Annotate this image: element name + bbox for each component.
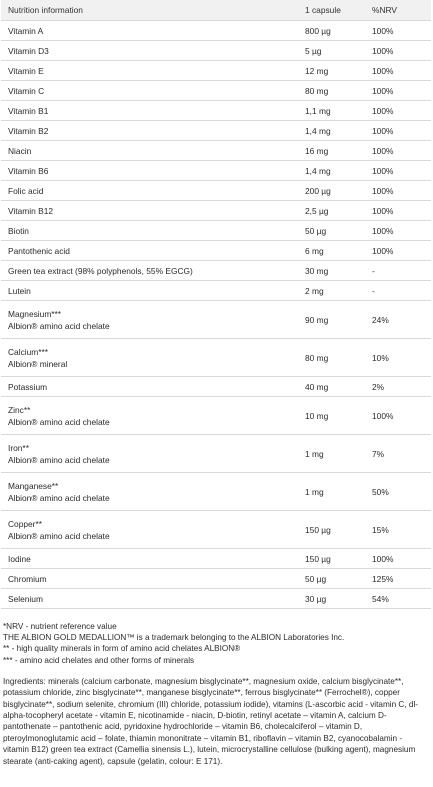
column-header-nrv: %NRV: [365, 0, 431, 21]
table-row: [1, 569, 431, 589]
nutrient-cell: [1, 589, 298, 609]
table-row: [1, 81, 431, 101]
table-row: [1, 101, 431, 121]
table-row: [1, 121, 431, 141]
nrv-cell: 100%: [365, 21, 431, 41]
nutrient-name: Potassium: [8, 381, 48, 392]
nrv-cell: 50%: [365, 473, 431, 511]
nutrient-cell: [1, 221, 298, 241]
nutrient-name: Copper**: [8, 518, 42, 529]
nutrient-name: Manganese**: [8, 480, 59, 491]
table-row: [1, 41, 431, 61]
nrv-cell: 7%: [365, 435, 431, 473]
amount-cell: 30 mg: [298, 261, 365, 281]
amount-cell: 16 mg: [298, 141, 365, 161]
table-header-row: [1, 0, 431, 21]
nutrient-cell: [1, 101, 298, 121]
amount-cell: 2 mg: [298, 281, 365, 301]
nutrient-name: Vitamin E: [8, 65, 44, 76]
amount-cell: 2,5 µg: [298, 201, 365, 221]
nutrient-name: Vitamin C: [8, 85, 45, 96]
table-row: [1, 281, 431, 301]
nutrient-cell: [1, 339, 298, 377]
nutrient-cell: [1, 61, 298, 81]
nrv-cell: -: [365, 261, 431, 281]
table-row: [1, 511, 431, 549]
nrv-cell: 100%: [365, 201, 431, 221]
nutrition-table: [1, 0, 431, 609]
ingredients-text: minerals (calcium carbonate, magnesium bisglycinate**, magnesium oxide, calcium bisglycinate**, potassium chloride, zinc bisglycinate**, manganese bisglycinate**, ferrous bisglycinate** (Ferrochel®), copper bisglycinate**, sodium selenite, chromium (III) chloride, potassium iodide), vitamins (L-ascorbic acid - vitamin C, dl-alpha-tocopheryl acetate - vitamin E, nicotinamide - niacin, D-biotin, retinyl acetate – vitamin A, calcium D-pantothenate – pantothenic acid, pyridoxine hydrochloride – vitamin B6, cholecalciferol – vitamin D, pteroylmonoglutamic acid – folate, thiamin mononitrate – vitamin B1, riboflavin – vitamin B2, cyanocobalamin - vitamin B12) green tea extract (Camellia sinensis L.), lutein, microcrystalline cellulose (bulking agent), magnesium stearate (anti-caking agent), capsule (gelatin, colour: E 171).: [3, 676, 418, 766]
nutrient-name: Green tea extract (98% polyphenols, 55% EGCG): [8, 265, 193, 276]
table-row: [1, 339, 431, 377]
amount-cell: 1,4 mg: [298, 161, 365, 181]
amount-cell: 80 mg: [298, 339, 365, 377]
table-row: [1, 241, 431, 261]
amount-cell: 12 mg: [298, 61, 365, 81]
nutrient-cell: [1, 397, 298, 435]
nrv-cell: 100%: [365, 81, 431, 101]
nrv-cell: 24%: [365, 301, 431, 339]
table-row: [1, 201, 431, 221]
nutrient-cell: [1, 241, 298, 261]
nrv-cell: 2%: [365, 377, 431, 397]
footnote-triple-asterisk: *** - amino acid chelates and other forms of minerals: [3, 655, 195, 665]
amount-cell: 50 µg: [298, 569, 365, 589]
nutrient-name: Biotin: [8, 225, 29, 236]
table-row: [1, 301, 431, 339]
nutrient-name: Lutein: [8, 285, 31, 296]
nrv-cell: -: [365, 281, 431, 301]
nutrient-cell: [1, 301, 298, 339]
nrv-cell: 100%: [365, 161, 431, 181]
table-row: [1, 397, 431, 435]
footnote-trademark: THE ALBION GOLD MEDALLION™ is a trademark belonging to the ALBION Laboratories Inc.: [3, 633, 345, 643]
amount-cell: 150 µg: [298, 511, 365, 549]
amount-cell: 5 µg: [298, 41, 365, 61]
table-row: [1, 377, 431, 397]
nutrient-cell: [1, 121, 298, 141]
nutrient-name: Magnesium***: [8, 308, 62, 319]
nutrient-cell: [1, 181, 298, 201]
amount-cell: 1 mg: [298, 435, 365, 473]
table-row: [1, 549, 431, 569]
nutrient-cell: [1, 41, 298, 61]
nutrient-form: Albion® mineral: [8, 358, 68, 369]
table-body: [1, 21, 431, 609]
footnote-double-asterisk: ** - high quality minerals in form of amino acid chelates ALBION®: [3, 644, 241, 654]
nutrient-cell: [1, 549, 298, 569]
nutrient-name: Vitamin B2: [8, 125, 49, 136]
nrv-cell: 100%: [365, 121, 431, 141]
table-row: [1, 261, 431, 281]
amount-cell: 50 µg: [298, 221, 365, 241]
nutrient-name: Niacin: [8, 145, 32, 156]
nutrient-name: Selenium: [8, 593, 43, 604]
footnotes: [0, 621, 433, 666]
nutrient-cell: [1, 261, 298, 281]
nrv-cell: 100%: [365, 41, 431, 61]
footnote-nrv: *NRV - nutrient reference value: [3, 622, 117, 631]
amount-cell: 1,4 mg: [298, 121, 365, 141]
nrv-cell: 15%: [365, 511, 431, 549]
nrv-cell: 125%: [365, 569, 431, 589]
nutrient-name: Iodine: [8, 553, 31, 564]
amount-cell: 1 mg: [298, 473, 365, 511]
nrv-cell: 100%: [365, 141, 431, 161]
amount-cell: 30 µg: [298, 589, 365, 609]
column-header-per-capsule: 1 capsule: [298, 0, 365, 21]
nutrient-name: Vitamin A: [8, 25, 44, 36]
table-row: [1, 141, 431, 161]
nutrient-cell: [1, 569, 298, 589]
table-row: [1, 21, 431, 41]
ingredients-label: Ingredients:: [3, 676, 46, 686]
nutrient-form: Albion® amino acid chelate: [8, 492, 110, 503]
nutrient-name: Vitamin B1: [8, 105, 49, 116]
table-row: [1, 473, 431, 511]
nutrient-cell: [1, 281, 298, 301]
amount-cell: 150 µg: [298, 549, 365, 569]
nutrient-form: Albion® amino acid chelate: [8, 416, 110, 427]
nutrient-cell: [1, 377, 298, 397]
nutrient-cell: [1, 511, 298, 549]
nutrient-cell: [1, 201, 298, 221]
table-row: [1, 435, 431, 473]
amount-cell: 40 mg: [298, 377, 365, 397]
table-row: [1, 589, 431, 609]
nutrient-cell: [1, 141, 298, 161]
nutrient-form: Albion® amino acid chelate: [8, 454, 110, 465]
amount-cell: 1,1 mg: [298, 101, 365, 121]
nutrient-cell: [1, 81, 298, 101]
nutrient-name: Vitamin B6: [8, 165, 49, 176]
nutrient-name: Calcium***: [8, 346, 49, 357]
nutrient-cell: [1, 473, 298, 511]
nrv-cell: 100%: [365, 397, 431, 435]
nrv-cell: 100%: [365, 101, 431, 121]
nrv-cell: 54%: [365, 589, 431, 609]
nrv-cell: 100%: [365, 181, 431, 201]
amount-cell: 200 µg: [298, 181, 365, 201]
nutrient-name: Vitamin B12: [8, 205, 54, 216]
ingredients-paragraph: [0, 676, 433, 767]
nutrient-name: Chromium: [8, 573, 47, 584]
nutrient-name: Vitamin D3: [8, 45, 49, 56]
nrv-cell: 100%: [365, 61, 431, 81]
amount-cell: 90 mg: [298, 301, 365, 339]
nutrient-form: Albion® amino acid chelate: [8, 320, 110, 331]
amount-cell: 6 mg: [298, 241, 365, 261]
nutrient-cell: [1, 435, 298, 473]
nutrient-name: Folic acid: [8, 185, 44, 196]
table-row: [1, 181, 431, 201]
amount-cell: 80 mg: [298, 81, 365, 101]
nrv-cell: 100%: [365, 221, 431, 241]
column-header-nutrient: Nutrition information: [1, 0, 298, 21]
table-row: [1, 161, 431, 181]
nutrient-form: Albion® amino acid chelate: [8, 530, 110, 541]
amount-cell: 10 mg: [298, 397, 365, 435]
nrv-cell: 100%: [365, 549, 431, 569]
nrv-cell: 100%: [365, 241, 431, 261]
table-row: [1, 61, 431, 81]
nutrient-cell: [1, 161, 298, 181]
table-row: [1, 221, 431, 241]
nutrient-name: Pantothenic acid: [8, 245, 70, 256]
nrv-cell: 10%: [365, 339, 431, 377]
nutrient-cell: [1, 21, 298, 41]
nutrient-name: Zinc**: [8, 404, 31, 415]
nutrient-name: Iron**: [8, 442, 29, 453]
amount-cell: 800 µg: [298, 21, 365, 41]
